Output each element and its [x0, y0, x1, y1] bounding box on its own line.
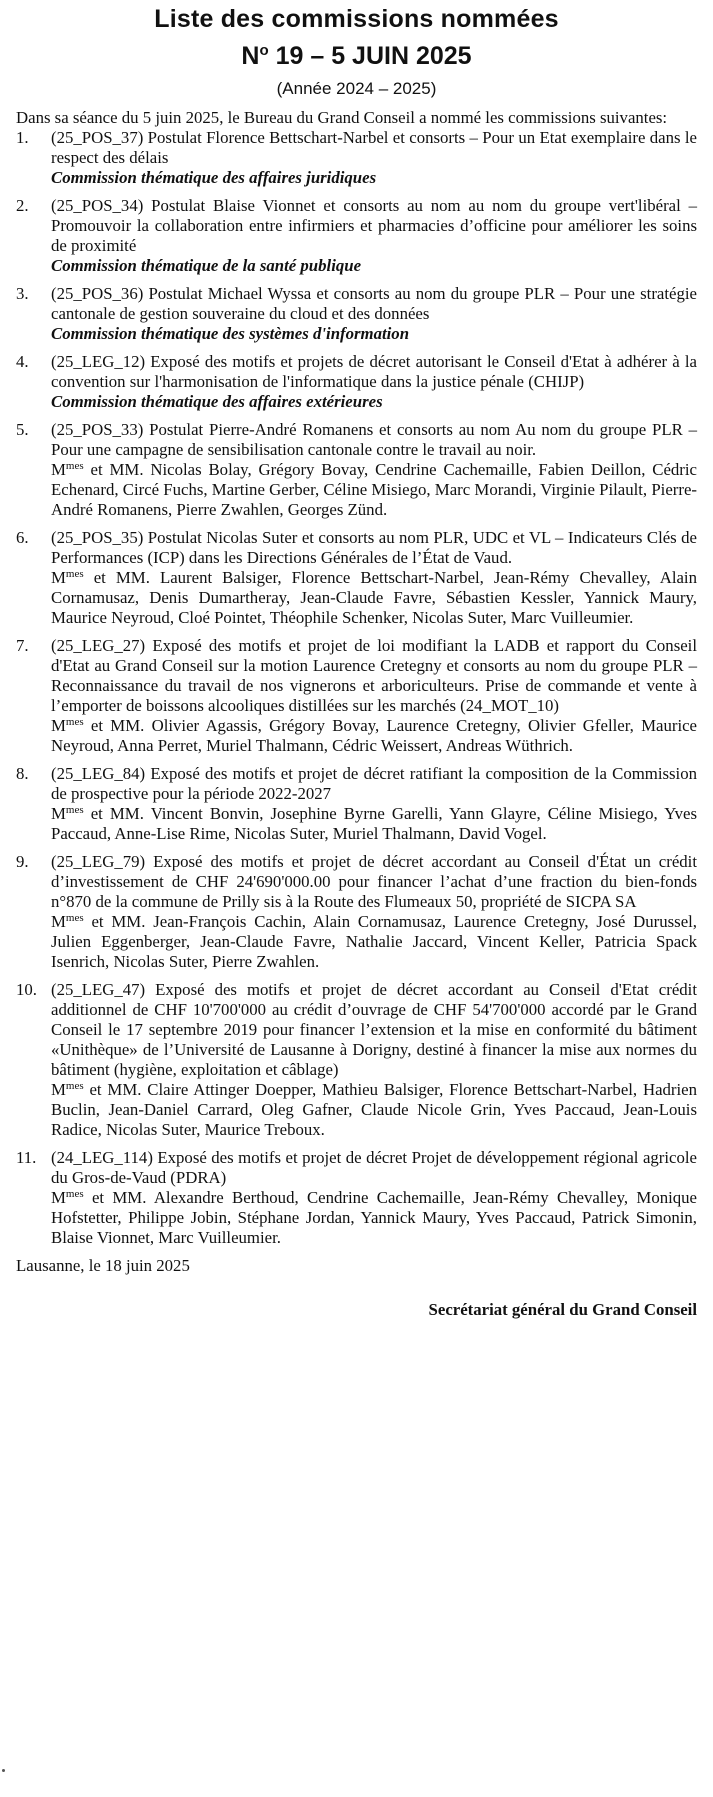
members-prefix-rest: et MM.: [83, 912, 154, 931]
list-item: [16, 636, 697, 756]
item-members: [51, 460, 697, 520]
item-text: (25_LEG_79) Exposé des motifs et projet de décret accordant au Conseil d'État un crédit d’investissement de CHF 24'690'000.00 pour financer l’achat d’une fraction du bien-fonds n°870 de la commune de Prilly sis à la Route des Flumeaux 50, propriété de SICPA SA: [51, 852, 697, 911]
members-prefix-sup: mes: [65, 804, 84, 816]
members-prefix: M: [51, 568, 66, 587]
item-number: 7.: [16, 636, 29, 655]
item-text: (25_LEG_47) Exposé des motifs et projet de décret accordant au Conseil d'Etat crédit additionnel de CHF 10'700'000 au crédit d’ouvrage de CHF 54'700'000 accordé par le Grand Conseil le 17 septembre 2019 pour financer l’extension et la mise en conformité du bâtiment «Unithèque» de l’Université de Lausanne à Dorigny, destiné à financer la mise aux normes du bâtiment (hygiène, exploitation et câblage): [51, 980, 697, 1079]
list-item: [16, 420, 697, 520]
members-prefix-rest: et MM.: [83, 460, 151, 479]
item-number: 9.: [16, 852, 29, 871]
item-text: (25_POS_36) Postulat Michael Wyssa et consorts au nom du groupe PLR – Pour une stratégie cantonale de gestion souveraine du cloud et des données: [51, 284, 697, 323]
item-text: (25_POS_35) Postulat Nicolas Suter et consorts au nom PLR, UDC et VL – Indicateurs Clés de Performances (ICP) dans les Directions Générales de l’État de Vaud.: [51, 528, 697, 567]
members-prefix-rest: et MM.: [83, 716, 152, 735]
item-text: (25_LEG_27) Exposé des motifs et projet de loi modifiant la LADB et rapport du Conseil d'Etat au Grand Conseil sur la motion Laurence Cretegny et consorts au nom du groupe PLR – Reconnaissance du travail de nos vignerons et arboriculteurs. Prise de commande et vente à l’emporter de boissons alcooliques distillées sur les marchés (24_MOT_10): [51, 636, 697, 715]
footer-date: Lausanne, le 18 juin 2025: [16, 1256, 190, 1275]
members-prefix-rest: et MM.: [83, 1080, 148, 1099]
members-prefix: M: [51, 460, 66, 479]
commission-list: [16, 128, 697, 1248]
members-prefix-sup: mes: [65, 1080, 84, 1092]
members-prefix-rest: et MM.: [83, 1188, 154, 1207]
item-number: 2.: [16, 196, 29, 215]
list-item: [16, 196, 697, 276]
item-number: 5.: [16, 420, 29, 439]
members-prefix: M: [51, 716, 66, 735]
document-page: [16, 0, 697, 1320]
item-members: [51, 912, 697, 972]
item-text: (25_LEG_12) Exposé des motifs et projets de décret autorisant le Conseil d'Etat à adhérer à la convention sur l'harmonisation de l'informatique dans la justice pénale (CHIJP): [51, 352, 697, 391]
item-text: (25_POS_37) Postulat Florence Bettschart-Narbel et consorts – Pour un Etat exemplaire dans le respect des délais: [51, 128, 697, 167]
members-names: Olivier Agassis, Grégory Bovay, Laurence Cretegny, Olivier Gfeller, Maurice Neyroud, Anna Perret, Muriel Thalmann, Cédric Weissert, Andreas Wüthrich.: [51, 716, 697, 755]
document-number: [16, 34, 697, 73]
document-title: Liste des commissions nommées: [154, 5, 559, 33]
members-prefix-sup: mes: [65, 568, 84, 580]
item-text: (25_POS_34) Postulat Blaise Vionnet et consorts au nom au nom du groupe vert'libéral – Promouvoir la collaboration entre infirmiers et pharmacies d’officine pour améliorer les soins de proximité: [51, 196, 697, 255]
number-prefix: N: [241, 42, 260, 70]
members-prefix: M: [51, 1188, 66, 1207]
item-text: (25_POS_33) Postulat Pierre-André Romanens et consorts au nom Au nom du groupe PLR – Pour une campagne de sensibilisation cantonale contre le travail au noir.: [51, 420, 697, 459]
scan-dot: [2, 1769, 5, 1772]
number-rest: 19 – 5 JUIN 2025: [268, 42, 472, 70]
item-members: [51, 568, 697, 628]
item-members: [51, 804, 697, 844]
item-number: 4.: [16, 352, 29, 371]
item-number: 1.: [16, 128, 29, 147]
members-names: Claire Attinger Doepper, Mathieu Balsiger, Florence Bettschart-Narbel, Hadrien Buclin, Jean-Daniel Carrard, Oleg Gafner, Claude Nicole Grin, Yves Paccaud, Jean-Louis Radice, Nicolas Suter, Maurice Treboux.: [51, 1080, 697, 1139]
number-sup: o: [259, 42, 269, 59]
members-names: Jean-François Cachin, Alain Cornamusaz, Laurence Cretegny, José Durussel, Julien Eggenberger, Jean-Claude Favre, Nathalie Jaccard, Vincent Keller, Patricia Spack Isenrich, Nicolas Suter, Pierre Zwahlen.: [51, 912, 697, 971]
members-prefix: M: [51, 1080, 66, 1099]
members-names: Nicolas Bolay, Grégory Bovay, Cendrine Cachemaille, Fabien Deillon, Cédric Echenard, Circé Fuchs, Martine Gerber, Céline Misiego, Marc Morandi, Virginie Pilault, Pierre-André Romanens, Pierre Zwahlen, Georges Zünd.: [51, 460, 698, 519]
members-prefix-sup: mes: [65, 716, 84, 728]
item-commission: Commission thématique de la santé publique: [51, 256, 362, 275]
members-prefix-sup: mes: [65, 1188, 84, 1200]
list-item: [16, 1148, 697, 1248]
members-prefix-sup: mes: [65, 460, 84, 472]
item-members: [51, 1080, 697, 1140]
members-prefix-rest: et MM.: [83, 804, 151, 823]
item-commission: Commission thématique des affaires extérieures: [51, 392, 383, 411]
item-text: (24_LEG_114) Exposé des motifs et projet de décret Projet de développement régional agricole du Gros-de-Vaud (PDRA): [51, 1148, 697, 1187]
item-commission: Commission thématique des systèmes d'information: [51, 324, 410, 343]
item-number: 11.: [16, 1148, 37, 1167]
list-item: [16, 128, 697, 188]
item-text: (25_LEG_84) Exposé des motifs et projet de décret ratifiant la composition de la Commission de prospective pour la période 2022-2027: [51, 764, 697, 803]
document-year: (Année 2024 – 2025): [276, 79, 437, 98]
members-prefix: M: [51, 912, 66, 931]
item-number: 8.: [16, 764, 29, 783]
list-item: [16, 284, 697, 344]
footer-signature: Secrétariat général du Grand Conseil: [428, 1300, 697, 1319]
members-prefix-rest: et MM.: [83, 568, 160, 587]
members-prefix: M: [51, 804, 66, 823]
item-number: 3.: [16, 284, 29, 303]
item-members: [51, 1188, 697, 1248]
list-item: [16, 352, 697, 412]
list-item: [16, 980, 697, 1140]
members-names: Alexandre Berthoud, Cendrine Cachemaille, Jean-Rémy Chevalley, Monique Hofstetter, Philippe Jobin, Stéphane Jordan, Yannick Maury, Yves Paccaud, Patrick Simonin, Blaise Vionnet, Marc Vuilleumier.: [51, 1188, 697, 1247]
item-number: 6.: [16, 528, 29, 547]
list-item: [16, 764, 697, 844]
members-prefix-sup: mes: [65, 912, 84, 924]
item-members: [51, 716, 697, 756]
list-item: [16, 852, 697, 972]
intro-paragraph: Dans sa séance du 5 juin 2025, le Bureau du Grand Conseil a nommé les commissions suivantes:: [16, 108, 668, 127]
item-commission: Commission thématique des affaires juridiques: [51, 168, 377, 187]
list-item: [16, 528, 697, 628]
item-number: 10.: [16, 980, 37, 999]
members-names: Vincent Bonvin, Josephine Byrne Garelli, Yann Glayre, Céline Misiego, Yves Paccaud, Anne-Lise Rime, Nicolas Suter, Muriel Thalmann, David Vogel.: [51, 804, 697, 843]
members-names: Laurent Balsiger, Florence Bettschart-Narbel, Jean-Rémy Chevalley, Alain Cornamusaz, Denis Dumartheray, Jean-Claude Favre, Sébastien Kessler, Yannick Maury, Maurice Neyroud, Cloé Pointet, Théophile Schenker, Nicolas Suter, Marc Vuilleumier.: [51, 568, 697, 627]
